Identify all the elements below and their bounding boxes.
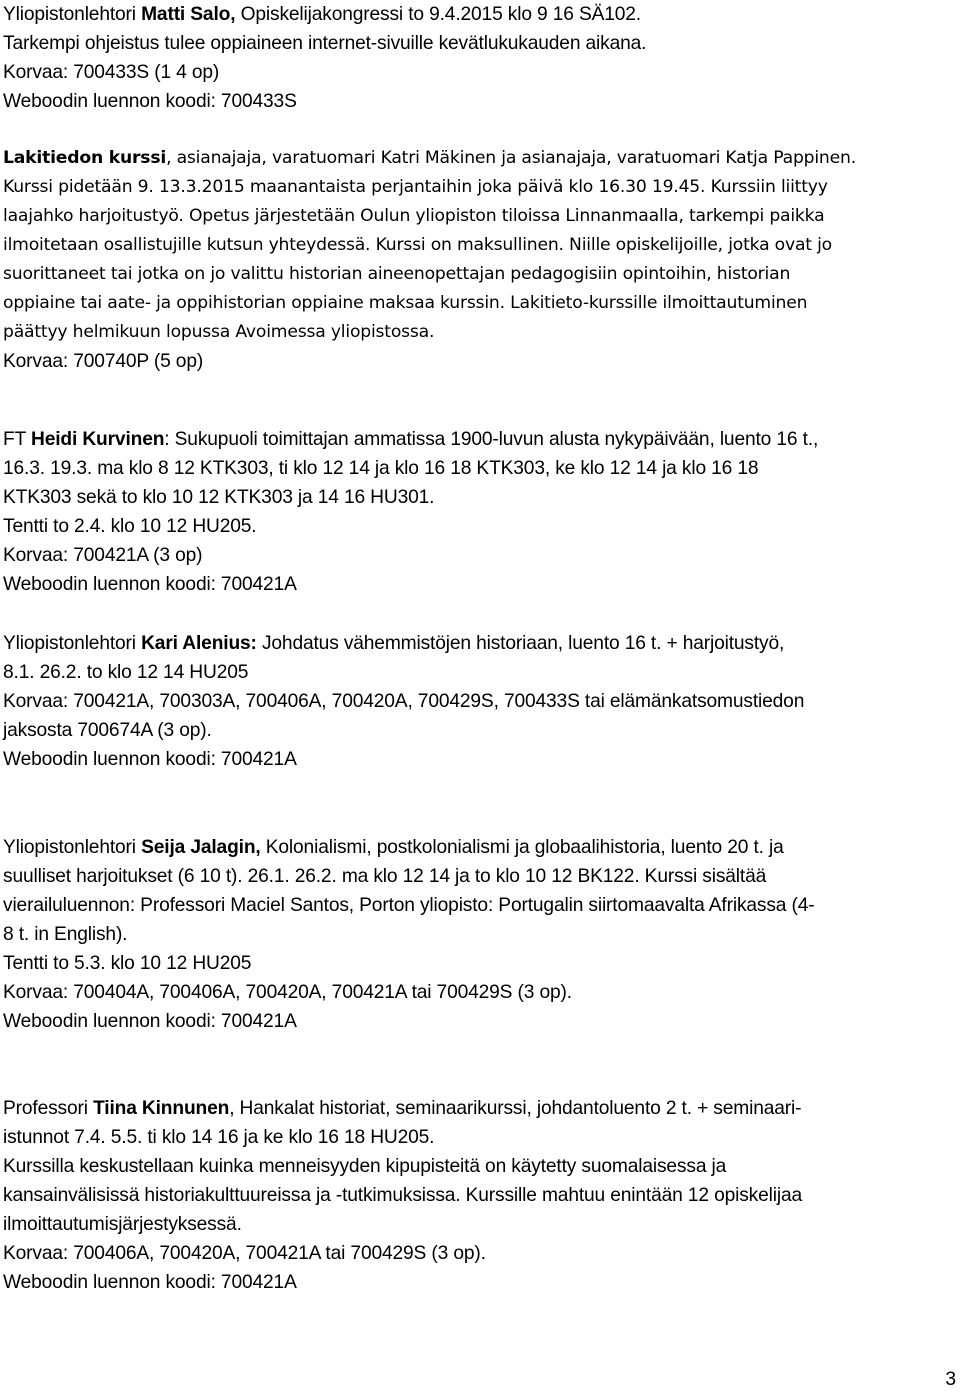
text-line: Tentti to 2.4. klo 10 12 HU205. xyxy=(3,516,257,537)
text-line: Yliopistonlehtori Kari Alenius: Johdatus vähemmistöjen historiaan, luento 16 t. + harjoitustyö, xyxy=(3,633,785,654)
text-line: Korvaa: 700421A (3 op) xyxy=(3,545,203,566)
text-line: ilmoitetaan osallistujille kutsun yhteydessä. Kurssi on maksullinen. Niille opiskelijoille, jotka ovat jo xyxy=(3,235,832,255)
text-line: istunnot 7.4. 5.5. ti klo 14 16 ja ke klo 16 18 HU205. xyxy=(3,1127,435,1148)
text-line: Professori Tiina Kinnunen, Hankalat historiat, seminaarikurssi, johdantoluento 2 t. + seminaari- xyxy=(3,1098,802,1119)
text-line: KTK303 sekä to klo 10 12 KTK303 ja 14 16 HU301. xyxy=(3,487,435,508)
text-line: Tentti to 5.3. klo 10 12 HU205 xyxy=(3,953,252,974)
text-line: FT Heidi Kurvinen: Sukupuoli toimittajan ammatissa 1900-luvun alusta nykypäivään, luento 16 t., xyxy=(3,429,819,450)
text-line: 16.3. 19.3. ma klo 8 12 KTK303, ti klo 12 14 ja klo 16 18 KTK303, ke klo 12 14 ja klo 16 18 xyxy=(3,458,759,479)
text-line: Korvaa: 700406A, 700420A, 700421A tai 700429S (3 op). xyxy=(3,1243,486,1264)
text-line: ilmoittautumisjärjestyksessä. xyxy=(3,1214,242,1235)
text-line: Yliopistonlehtori Matti Salo, Opiskelijakongressi to 9.4.2015 klo 9 16 SÄ102. xyxy=(3,4,641,25)
text-line: Weboodin luennon koodi: 700421A xyxy=(3,1011,297,1032)
text-line: vierailuluennon: Professori Maciel Santos, Porton yliopisto: Portugalin siirtomaavalta Afrikassa (4- xyxy=(3,895,815,916)
text-line: 8.1. 26.2. to klo 12 14 HU205 xyxy=(3,662,249,683)
text-line: jaksosta 700674A (3 op). xyxy=(3,720,212,741)
text-line: suorittaneet tai jotka on jo valittu historian aineenopettajan pedagogisiin opintoihin, historian xyxy=(3,264,791,284)
text-line: Tarkempi ohjeistus tulee oppiaineen internet-sivuille kevätlukukauden aikana. xyxy=(3,33,647,54)
text-line: päättyy helmikuun lopussa Avoimessa yliopistossa. xyxy=(3,322,435,342)
text-line: Weboodin luennon koodi: 700421A xyxy=(3,749,297,770)
text-line: Weboodin luennon koodi: 700433S xyxy=(3,91,297,112)
text-line: Weboodin luennon koodi: 700421A xyxy=(3,574,297,595)
text-line: Yliopistonlehtori Seija Jalagin, Kolonialismi, postkolonialismi ja globaalihistoria, luento 20 t. ja xyxy=(3,837,784,858)
text-line: suulliset harjoitukset (6 10 t). 26.1. 26.2. ma klo 12 14 ja to klo 10 12 BK122. Kurssi sisältää xyxy=(3,866,767,887)
page-number: 3 xyxy=(945,1369,956,1390)
text-line: Korvaa: 700404A, 700406A, 700420A, 700421A tai 700429S (3 op). xyxy=(3,982,572,1003)
text-line: kansainvälisissä historiakulttuureissa ja -tutkimuksissa. Kurssille mahtuu enintään 12 opiskelijaa xyxy=(3,1185,803,1206)
text-line: Kurssi pidetään 9. 13.3.2015 maanantaista perjantaihin joka päivä klo 16.30 19.45. Kurssiin liittyy xyxy=(3,177,828,197)
text-line: oppiaine tai aate- ja oppihistorian oppiaine maksaa kurssin. Lakitieto-kurssille ilmoittautuminen xyxy=(3,293,808,313)
text-line: Korvaa: 700421A, 700303A, 700406A, 700420A, 700429S, 700433S tai elämänkatsomustiedon xyxy=(3,691,805,712)
text-line: laajahko harjoitustyö. Opetus järjestetään Oulun yliopiston tiloissa Linnanmaalla, tarkempi paikka xyxy=(3,206,825,226)
text-line: Lakitiedon kurssi, asianajaja, varatuomari Katri Mäkinen ja asianajaja, varatuomari Katja Pappinen. xyxy=(3,148,856,168)
text-line: Korvaa: 700740P (5 op) xyxy=(3,351,204,372)
text-line: Kurssilla keskustellaan kuinka menneisyyden kipupisteitä on käytetty suomalaisessa ja xyxy=(3,1156,727,1177)
text-line: Korvaa: 700433S (1 4 op) xyxy=(3,62,220,83)
text-line: 8 t. in English). xyxy=(3,924,128,945)
text-line: Weboodin luennon koodi: 700421A xyxy=(3,1272,297,1293)
